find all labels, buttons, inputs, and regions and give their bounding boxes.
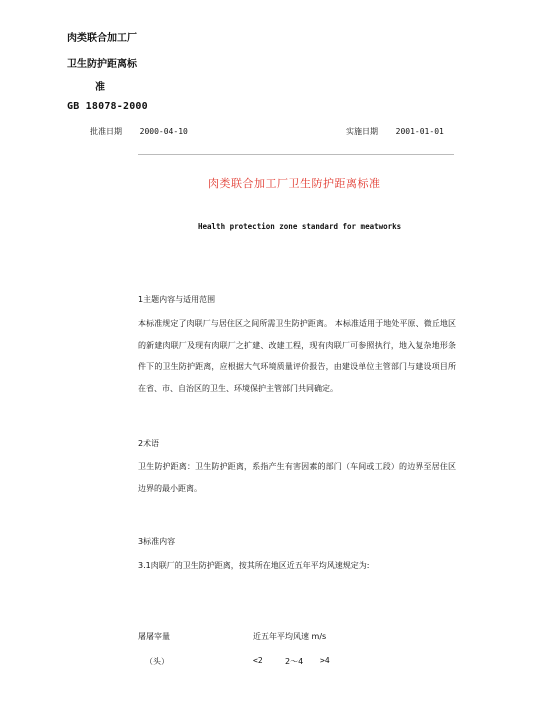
wind-speed-high: >4 (320, 656, 330, 665)
section-2-heading: 2术语 (138, 439, 160, 448)
clause-3-1: 3.1肉联厂的卫生防护距离，按其所在地区近五年平均风速规定为: (138, 561, 370, 570)
document-title-en: Health protection zone standard for meatworks (198, 222, 402, 231)
approval-label: 批准日期 (90, 127, 122, 136)
header-divider (138, 154, 454, 155)
table-col-wind-speed-header: 近五年平均风速 m/s (253, 632, 327, 641)
effective-date: 2001-01-01 (395, 127, 444, 136)
approval-date: 2000-04-10 (139, 127, 188, 136)
section-1-heading: 1主题内容与适用范围 (138, 295, 216, 304)
wind-speed-mid: 2～4 (285, 657, 304, 666)
effective-label: 实施日期 (346, 127, 378, 136)
wind-speed-low: <2 (253, 656, 263, 665)
table-unit-heads: （头） (145, 657, 169, 666)
doc-short-title-line3: 准 (95, 82, 105, 93)
doc-short-title-line2: 卫生防护距离标 (67, 59, 137, 70)
section-2-body: 卫生防护距离：卫生防护距离，系指产生有害因素的部门（车间或工段）的边界至居住区边界的最小距离。 (138, 462, 456, 493)
effective-date-row (346, 126, 444, 137)
document-title-cn: 肉类联合加工厂卫生防护距离标准 (208, 177, 381, 190)
table-col-slaughter-header: 屠屠宰量 (138, 632, 170, 641)
doc-short-title-line1: 肉类联合加工厂 (67, 33, 137, 44)
section-1-body: 本标准规定了肉联厂与居住区之间所需卫生防护距离。 本标准适用于地处平原、微丘地区的新建肉联厂及现有肉联厂之扩建、改建工程，现有肉联厂可参照执行，地入复杂地形条件下的卫生防护距离，应根据大气环境质量评价报告，由建设单位主管部门与建设项目所在省、市、自治区的卫生、环境保护主管部门共同确定。 (138, 319, 456, 393)
section-3-heading: 3标准内容 (138, 537, 176, 546)
standard-number: GB 18078-2000 (67, 101, 148, 112)
approval-date-row (90, 126, 188, 137)
